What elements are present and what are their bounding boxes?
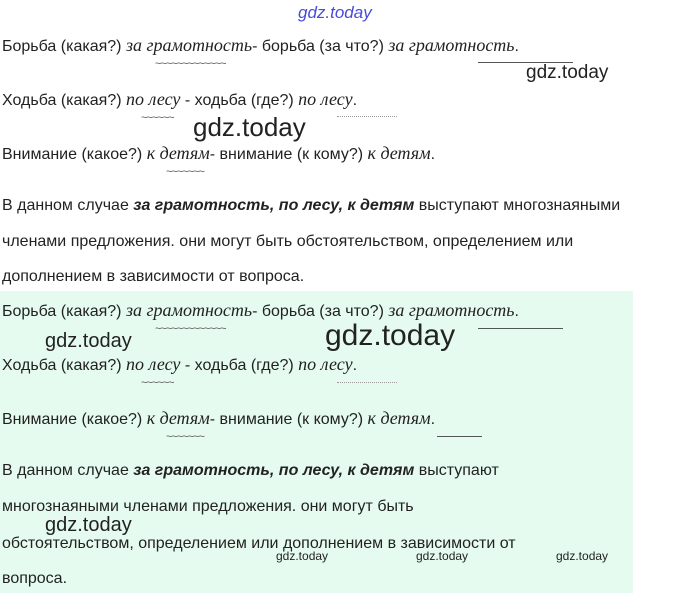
sentence-3 xyxy=(2,143,435,165)
sentence-2-copy xyxy=(2,354,357,376)
s3-part-c: - внимание (к кому?) xyxy=(209,146,368,163)
watermark: gdz.today xyxy=(276,549,329,563)
underline xyxy=(478,328,563,329)
wavy-underline: ~~~~~~~~~~~~~ xyxy=(155,58,226,70)
watermark: gdz.today xyxy=(556,549,609,563)
explanation-rest: выступают xyxy=(414,462,499,479)
s1-phrase-2: за грамотность xyxy=(388,35,515,55)
watermark: gdz.today xyxy=(45,330,132,352)
wavy-underline: ~~~~~~~~~~~~~ xyxy=(155,323,226,335)
s3-end: . xyxy=(430,411,436,428)
dotted-underline xyxy=(337,116,397,117)
explanation-line-3: дополнением в зависимости от вопроса. xyxy=(2,268,305,285)
s3-phrase-2: к детям xyxy=(367,143,431,163)
explanation-intro: В данном случае xyxy=(2,197,134,214)
s1-phrase-2: за грамотность xyxy=(388,300,515,320)
s3-part-a: Внимание (какое?) xyxy=(2,411,147,428)
s2-part-a: Ходьба (какая?) xyxy=(2,92,127,109)
wavy-underline: ~~~~~~~ xyxy=(166,166,204,178)
wavy-underline: ~~~~~~~ xyxy=(166,431,204,443)
s2-end: . xyxy=(352,92,358,109)
s2-part-c: - ходьба (где?) xyxy=(180,357,299,374)
s3-end: . xyxy=(430,146,436,163)
watermark: gdz.today xyxy=(193,112,306,142)
wavy-underline: ~~~~~~ xyxy=(141,112,174,124)
s1-phrase-1: за грамотность xyxy=(125,35,253,55)
explanation-copy-line-1 xyxy=(2,461,499,481)
explanation-line-1 xyxy=(2,196,620,216)
dotted-underline xyxy=(337,382,397,383)
explanation-members: за грамотность, по лесу, к детям xyxy=(133,197,415,214)
sentence-3-copy xyxy=(2,408,435,430)
s3-phrase-2: к детям xyxy=(367,408,431,428)
s1-part-c: - борьба (за что?) xyxy=(252,303,389,320)
underline xyxy=(437,436,482,437)
s1-end: . xyxy=(514,303,519,320)
explanation-copy-line-2: многознаяными членами предложения. они могут быть xyxy=(2,498,414,515)
sentence-1 xyxy=(2,35,519,57)
s2-phrase-1: по лесу xyxy=(126,354,181,374)
s1-part-a: Борьба (какая?) xyxy=(2,303,126,320)
watermark: gdz.today xyxy=(416,549,469,563)
s1-part-c: - борьба (за что?) xyxy=(252,38,389,55)
watermark-top: gdz.today xyxy=(298,3,372,22)
s2-phrase-2: по лесу xyxy=(298,354,353,374)
s1-phrase-1: за грамотность xyxy=(125,300,253,320)
s3-phrase-1: к детям xyxy=(146,143,210,163)
s2-phrase-2: по лесу xyxy=(298,89,353,109)
sentence-2 xyxy=(2,89,357,111)
s2-part-a: Ходьба (какая?) xyxy=(2,357,127,374)
watermark: gdz.today xyxy=(325,319,456,352)
explanation-copy-line-4: вопроса. xyxy=(2,570,68,587)
s1-part-a: Борьба (какая?) xyxy=(2,38,126,55)
s2-end: . xyxy=(352,357,358,374)
explanation-intro: В данном случае xyxy=(2,462,134,479)
s3-phrase-1: к детям xyxy=(146,408,210,428)
watermark: gdz.today xyxy=(526,62,609,83)
s3-part-a: Внимание (какое?) xyxy=(2,146,147,163)
wavy-underline: ~~~~~~ xyxy=(141,377,174,389)
watermark: gdz.today xyxy=(45,514,132,536)
explanation-line-2: членами предложения. они могут быть обстоятельством, определением или xyxy=(2,233,574,250)
explanation-rest: выступают многознаяными xyxy=(414,197,621,214)
s2-phrase-1: по лесу xyxy=(126,89,181,109)
s1-end: . xyxy=(514,38,519,55)
explanation-members: за грамотность, по лесу, к детям xyxy=(133,462,415,479)
s3-part-c: - внимание (к кому?) xyxy=(209,411,368,428)
s2-part-c: - ходьба (где?) xyxy=(180,92,299,109)
explanation-copy-line-3: обстоятельством, определением или дополнением в зависимости от xyxy=(2,535,516,552)
